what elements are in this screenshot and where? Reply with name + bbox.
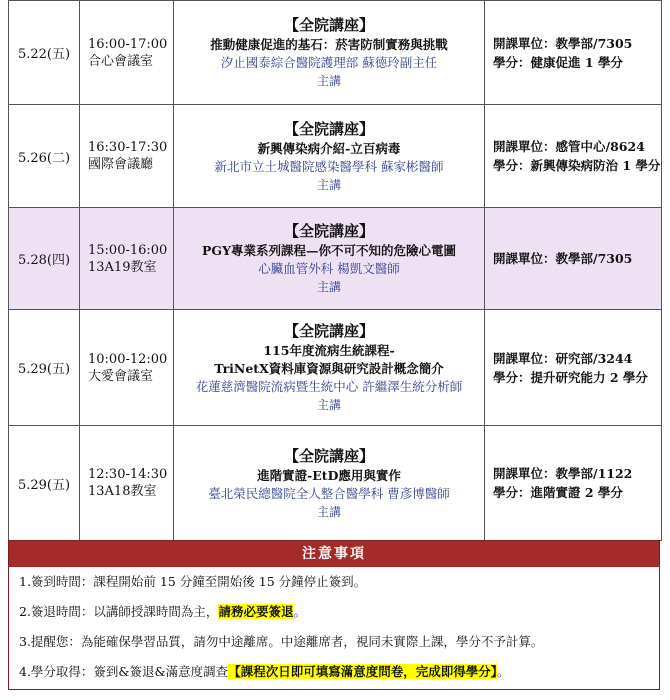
table-row	[9, 105, 662, 208]
unit-text: 開課單位：教學部/7305	[493, 35, 633, 51]
topic-cell	[174, 310, 485, 426]
role-text: 主講	[316, 280, 341, 294]
note-credit-text: 4.學分取得：簽到&簽退&滿意度調查	[19, 664, 229, 679]
note-signout-highlight: 請務必要簽退	[218, 604, 294, 619]
speaker-text: 花蓮慈濟醫院流病暨生統中心 許繼澤生統分析師	[195, 379, 463, 394]
info-cell	[485, 105, 662, 208]
note-signin: 1.簽到時間：課程開始前 15 分鐘至開始後 15 分鐘停止簽到。	[19, 574, 367, 589]
unit-text: 開課單位：研究部/3244	[493, 350, 633, 366]
table-row	[9, 208, 662, 310]
table-row	[9, 1, 662, 105]
room-text: 13A18教室	[88, 484, 157, 499]
time-room-cell	[80, 105, 174, 208]
role-text: 主講	[316, 504, 341, 519]
course-title: 進階實證-EtD應用與實作	[257, 467, 401, 483]
unit-text: 開課單位：教學部/1122	[493, 466, 633, 481]
note-credit	[9, 657, 659, 687]
info-cell	[485, 208, 662, 310]
speaker-text: 臺北榮民總醫院全人整合醫學科 曹彥博醫師	[208, 485, 450, 501]
speaker-text: 汐止國泰綜合醫院護理部 蘇德玲副主任	[220, 55, 438, 70]
speaker-text: 心臟血管外科 楊凱文醫師	[258, 261, 400, 276]
note-signout-text: 2.簽退時間：以講師授課時間為主，	[19, 604, 219, 619]
note-credit-highlight: 【課程次日即可填寫滿意度問卷，完成即得學分】	[228, 664, 497, 679]
room-text: 13A19教室	[88, 259, 157, 275]
info-cell	[485, 426, 662, 541]
topic-cell	[174, 105, 485, 208]
time-room-cell	[80, 1, 174, 105]
course-title: PGY專業系列課程—你不可不知的危險心電圖	[202, 243, 456, 258]
topic-cell	[174, 426, 485, 541]
time-room-cell	[80, 310, 174, 426]
course-title-line2: TriNetX資料庫資源與研究設計概念簡介	[214, 361, 444, 376]
notes-panel	[8, 540, 660, 690]
time-text: 10:00-12:00	[88, 351, 168, 367]
room-text: 合心會議室	[88, 53, 154, 69]
topic-cell	[174, 1, 485, 105]
date-cell: 5.29(五)	[9, 310, 80, 426]
table-row	[9, 426, 662, 541]
role-text: 主講	[316, 74, 341, 88]
speaker-text: 新北市立土城醫院感染醫學科 蘇家彬醫師	[214, 158, 444, 174]
info-cell	[485, 310, 662, 426]
course-title: 115年度流病生統課程-	[263, 343, 395, 358]
date-cell: 5.26(二)	[9, 105, 80, 208]
role-text: 主講	[316, 177, 341, 192]
lecture-tag: 【全院講座】	[283, 16, 374, 34]
role-text: 主講	[316, 398, 341, 412]
note-signout-end: 。	[293, 604, 306, 619]
time-text: 16:00-17:00	[88, 36, 168, 52]
credit-text: 學分：提升研究能力 2 學分	[493, 369, 648, 385]
date-cell: 5.28(四)	[9, 208, 80, 310]
time-text: 16:30-17:30	[88, 140, 168, 155]
room-text: 大愛會議室	[88, 368, 154, 384]
unit-text: 開課單位：感管中心/8624	[493, 139, 645, 154]
time-room-cell	[80, 208, 174, 310]
note-credit-end: 。	[496, 664, 510, 679]
lecture-tag: 【全院講座】	[283, 446, 374, 465]
unit-text: 開課單位：教學部/7305	[493, 251, 633, 266]
table-row	[9, 310, 662, 426]
date-cell: 5.22(五)	[9, 1, 80, 105]
room-text: 國際會議廳	[88, 157, 154, 172]
time-room-cell	[80, 426, 174, 541]
info-cell	[485, 1, 662, 105]
lecture-tag: 【全院講座】	[283, 322, 374, 340]
notes-heading: 注意事項	[9, 541, 659, 567]
course-title: 新興傳染病介紹-立百病毒	[257, 140, 401, 156]
time-text: 15:00-16:00	[88, 242, 168, 258]
time-text: 12:30-14:30	[88, 467, 168, 482]
date-cell: 5.29(五)	[9, 426, 80, 541]
course-title: 推動健康促進的基石：菸害防制實務與挑戰	[210, 37, 448, 52]
credit-text: 學分：新興傳染病防治 1 學分	[493, 158, 661, 173]
credit-text: 學分：進階實證 2 學分	[493, 485, 623, 500]
lecture-tag: 【全院講座】	[283, 222, 374, 240]
topic-cell	[174, 208, 485, 310]
credit-text: 學分：健康促進 1 學分	[493, 54, 623, 70]
note-reminder: 3.提醒您：為能確保學習品質，請勿中途離席。中途離席者，視同未實際上課，學分不予計算。	[19, 634, 544, 649]
lecture-tag: 【全院講座】	[283, 119, 374, 138]
schedule-table	[8, 0, 662, 541]
note-signout	[9, 597, 659, 627]
